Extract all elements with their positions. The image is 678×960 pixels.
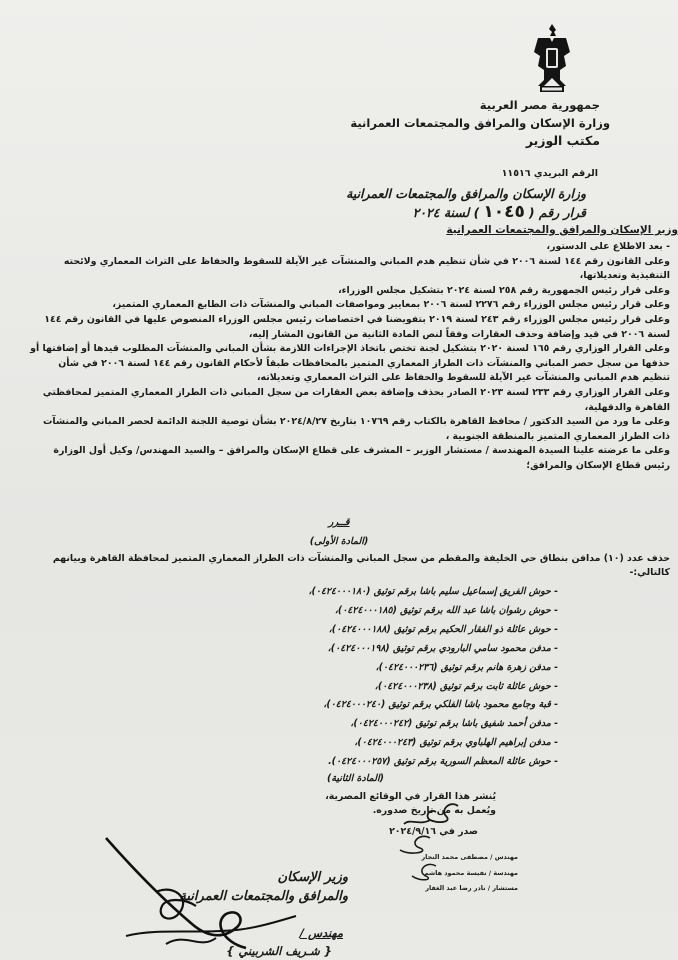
country-name: جمهورية مصر العربية (479, 98, 600, 112)
issue-date (389, 826, 478, 837)
list-item: - حوش عائلة المعظم السورية برقم توثيق (٠٤٢٤٠٠٠٢٥٧). (98, 753, 558, 772)
reviewer-names (422, 850, 519, 897)
article-2-heading: (المادة الثانية) (326, 773, 384, 784)
eagle-emblem-icon (530, 22, 574, 94)
decree-suffix: ) لسنة ٢٠٢٤ (412, 205, 480, 220)
minister-title-line2: والمرافق والمجتمعات العمرانية (179, 889, 348, 904)
minister-name: { شـريف الشربيني } (226, 944, 332, 958)
decree-number-line (266, 202, 586, 222)
letterhead (340, 96, 610, 150)
preamble (30, 240, 670, 474)
reviewer-name: مستشار / نادر رضا عبد الغفار (425, 884, 518, 892)
list-item: - مدفن زهرة هانم برقم توثيق (٠٤٢٤٠٠٠٢٣٦)، (98, 659, 558, 678)
tomb-list (98, 583, 558, 772)
minister-title (179, 868, 348, 906)
decree-number: ١٠٤٥ (483, 202, 525, 222)
list-item: - قبة وجامع محمود باشا الفلكي برقم توثيق (٠٤٢٤٠٠٠٢٤٠)، (98, 696, 558, 715)
list-item: - مدفن أحمد شفيق باشا برقم توثيق (٠٤٢٤٠٠٠٢٤٢)، (98, 715, 558, 734)
publication-clause (325, 790, 496, 818)
list-item: - حوش الفريق إسماعيل سليم باشا برقم توثيق (٠٤٢٤٠٠٠١٨٠)، (98, 583, 558, 602)
list-item: - حوش رشوان باشا عبد الله برقم توثيق (٠٤٢٤٠٠٠١٨٥)، (98, 602, 558, 621)
preamble-item: وعلى القرار الوزاري رقم ١٦٥ لسنة ٢٠٢٠ بتشكيل لجنة تختص باتخاذ الإجراءات اللازمة بشأن المباني والمنشآت المطلوب قيدها أو إضافتها أو حذفها من سجل حصر المباني والمنشآت ذات الطراز المعماري المتميز بالمحافظات طبقاً لأحكام القانون رقم ١٤٤ لسنة ٢٠٠٦ في شأن تنظيم هدم المباني والمنشآت غير الآيلة للسقوط والحفاظ على التراث المعماري وتعديلاته، (30, 343, 670, 384)
decides-heading: قــرر (328, 517, 350, 528)
preamble-item: وعلى قرار رئيس الجمهورية رقم ٢٥٨ لسنة ٢٠٢٤ بتشكيل مجلس الوزراء، (338, 284, 670, 296)
minister-title-line1: وزير الإسكان (277, 870, 348, 885)
decree-heading (266, 186, 586, 222)
engineer-label: مهندس / (299, 926, 343, 940)
list-item: - حوش عائلة ثابت برقم توثيق (٠٤٢٤٠٠٠٢٣٨)، (98, 678, 558, 697)
reviewer-name: مهندس / مصطفى محمد النجار (421, 853, 518, 861)
effect-line: ويُعمل به من تاريخ صدوره. (372, 805, 496, 816)
preamble-item: وعلى ما ورد من السيد الدكتور / محافظ القاهرة بالكتاب رقم ١٠٧٦٩ بتاريخ ٢٠٢٤/٨/٢٧ بشأن توصية اللجنة الدائمة لحصر المباني والمنشآت ذات الطراز المعماري المتميز بالمنطقة الجنوبية ، (42, 416, 670, 442)
publication-line: يُنشر هذا القرار في الوقائع المصرية، (325, 791, 496, 802)
preamble-item: وعلى ما عرضته علينا السيدة المهندسة / مستشار الوزير – المشرف على قطاع الإسكان والمرافق – والسيد المهندس/ وكيل أول الوزارة رئيس قطاع الإسكان والمرافق؛ (53, 445, 670, 471)
preamble-item: وعلى القرار الوزاري رقم ٢٣٣ لسنة ٢٠٢٣ الصادر بحذف وإضافة بعض العقارات من سجل المباني ذات الطراز المعماري المتميز لمحافظتي القاهرة والدقهلية، (42, 386, 670, 413)
preamble-item: وعلى قرار رئيس مجلس الوزراء رقم ٢٢٧٦ لسنة ٢٠٠٦ بمعايير ومواصفات المباني والمنشآت ذات الطابع المعماري المتميز، (112, 299, 670, 311)
issue-date-value: ٢٠٢٤/٩/١٦ (389, 826, 436, 837)
decree-ministry: وزارة الإسكان والمرافق والمجتمعات العمرانية (346, 186, 586, 201)
preamble-item: - بعد الاطلاع على الدستور، (30, 240, 670, 255)
list-item: - مدفن محمود سامي البارودي برقم توثيق (٠٤٢٤٠٠٠١٩٨)، (98, 640, 558, 659)
article-1-heading: (المادة الأولى) (309, 536, 369, 547)
issue-date-label: صدر في (439, 826, 478, 837)
list-item: - حوش عائلة ذو الفقار الحكيم برقم توثيق (٠٤٢٤٠٠٠١٨٨)، (98, 621, 558, 640)
preamble-item: وعلى قرار رئيس مجلس الوزراء رقم ٢٤٣ لسنة ٢٠١٩ بتفويضنا في اختصاصات رئيس مجلس الوزراء المنصوص عليها في القانون رقم ١٤٤ لسنة ٢٠٠٦ في قيد وإضافة وحذف العقارات وفقاً لنص المادة الثانية من القانون المشار إليه، (44, 313, 670, 340)
ministry-name: وزارة الإسكان والمرافق والمجتمعات العمرانية (350, 116, 610, 130)
preamble-item: وعلى القانون رقم ١٤٤ لسنة ٢٠٠٦ في شأن تنظيم هدم المباني والمنشآت غير الآيلة للسقوط والحفاظ على التراث المعماري ولائحته التنفيذية وتعديلاتها، (63, 255, 670, 282)
article-1-text: حذف عدد (١٠) مدافن بنطاق حي الخليفة والمقطم من سجل المباني والمنشآت ذات الطراز المعماري المتميز لمحافظة القاهرة وبيانهم كالتالي:- (52, 553, 670, 578)
reviewer-name: مهندسة / نفيسة محمود هاشم (423, 868, 518, 877)
list-item: - مدفن إبراهيم الهلباوي برقم توثيق (٠٤٢٤٠٠٠٢٤٣)، (98, 734, 558, 753)
office-name: مكتب الوزير (525, 133, 600, 148)
issuer-heading: وزير الإسكان والمرافق والمجتمعات العمرانية (446, 224, 678, 236)
decree-prefix: قرار رقم ( (528, 205, 586, 220)
postal-code: الرقم البريدي ١١٥١٦ (501, 168, 598, 179)
